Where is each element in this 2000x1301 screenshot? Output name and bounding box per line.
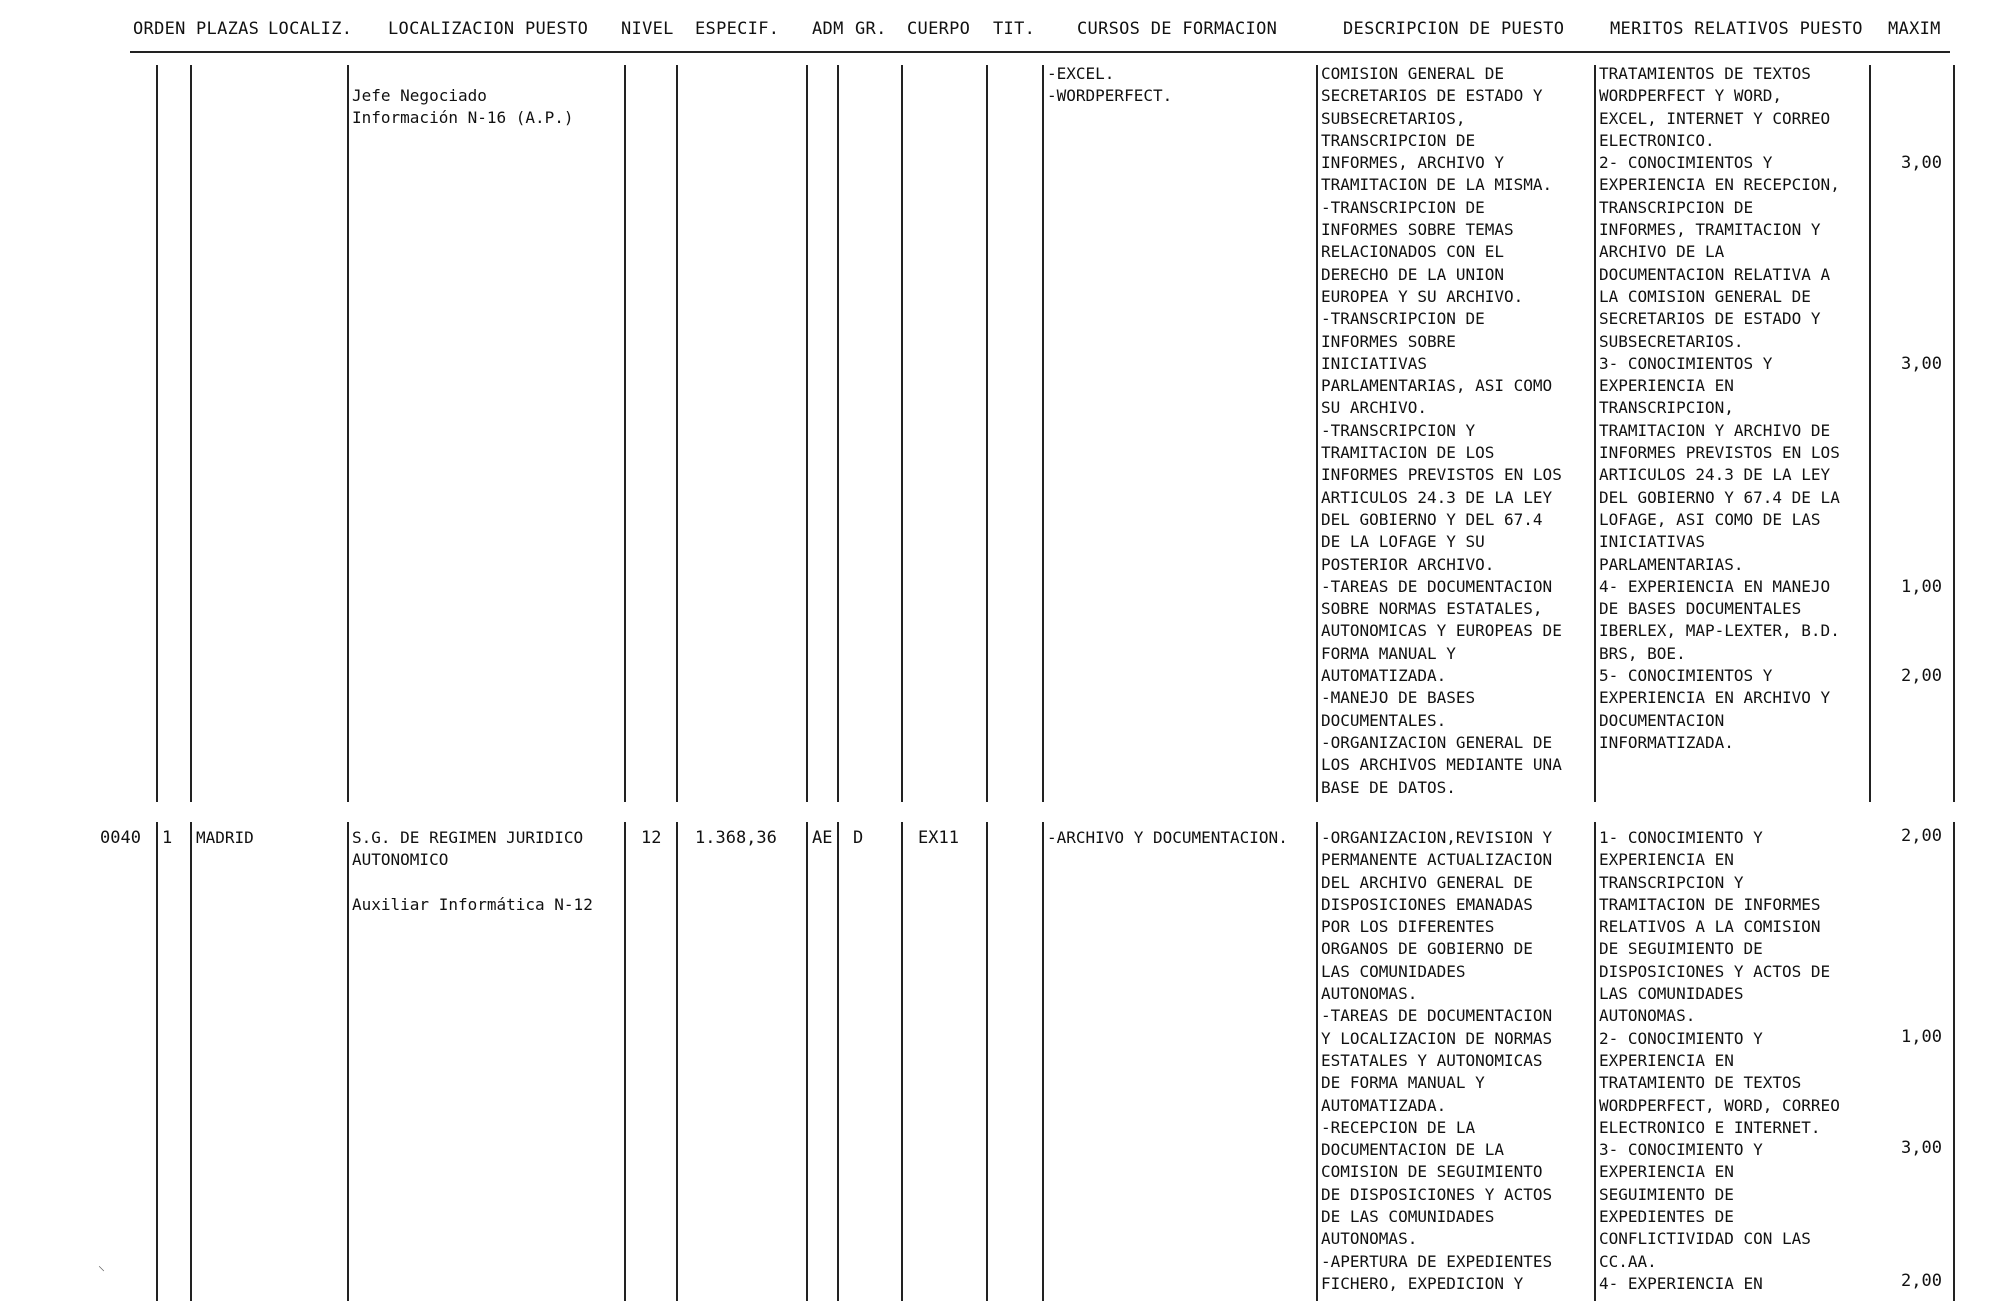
row2-plazas: 1 (162, 828, 173, 848)
column-divider (1594, 65, 1596, 802)
header-localiz: LOCALIZ. (268, 19, 353, 39)
row2-meritos: 1- CONOCIMIENTO Y EXPERIENCIA EN TRANSCRIPCION Y TRAMITACION DE INFORMES RELATIVOS A LA COMISION DE SEGUIMIENTO DE DISPOSICIONES Y ACTOS DE LAS COMUNIDADES AUTONOMAS. 2- CONOCIMIENTO Y EXPERIENCIA EN TRATAMIENTO DE TEXTOS WORDPERFECT, WORD, CORREO ELECTRONICO E INTERNET. 3- CONOCIMIENTO Y EXPERIENCIA EN SEGUIMIENTO DE EXPEDIENTES DE CONFLICTIVIDAD CON LAS CC.AA. 4- EXPERIENCIA EN (1599, 828, 1840, 1293)
header-cuerpo: CUERPO (907, 19, 971, 39)
column-divider (1042, 822, 1044, 1301)
header-meritos: MERITOS RELATIVOS PUESTO (1610, 19, 1863, 39)
column-divider (156, 822, 158, 1301)
row1-score-1: 3,00 (1901, 153, 1942, 173)
column-divider (806, 65, 808, 802)
column-divider (986, 65, 988, 802)
row2-puesto: S.G. DE REGIMEN JURIDICO AUTONOMICO Auxiliar Informática N-12 (352, 828, 593, 914)
row2-localiz: MADRID (196, 828, 254, 847)
column-divider (1316, 65, 1318, 802)
row2-cuerpo: EX11 (918, 828, 959, 848)
header-tit: TIT. (993, 19, 1036, 39)
scan-smudge: ⸌ (98, 1264, 105, 1280)
column-divider (624, 822, 626, 1301)
column-divider (1869, 65, 1871, 802)
column-divider (1316, 822, 1318, 1301)
header-especif: ESPECIF. (695, 19, 780, 39)
row1-descripcion: COMISION GENERAL DE SECRETARIOS DE ESTADO Y SUBSECRETARIOS, TRANSCRIPCION DE INFORMES, ARCHIVO Y TRAMITACION DE LA MISMA. -TRANSCRIPCION DE INFORMES SOBRE TEMAS RELACIONADOS CON EL DERECHO DE LA UNION EUROPEA Y SU ARCHIVO. -TRANSCRIPCION DE INFORMES SOBRE INICIATIVAS PARLAMENTARIAS, ASI COMO SU ARCHIVO. -TRANSCRIPCION Y TRAMITACION DE LOS INFORMES PREVISTOS EN LOS ARTICULOS 24.3 DE LA LEY DEL GOBIERNO Y DEL 67.4 DE LA LOFAGE Y SU POSTERIOR ARCHIVO. -TAREAS DE DOCUMENTACION SOBRE NORMAS ESTATALES, AUTONOMICAS Y EUROPEAS DE FORMA MANUAL Y AUTOMATIZADA. -MANEJO DE BASES DOCUMENTALES. -ORGANIZACION GENERAL DE LOS ARCHIVOS MEDIANTE UNA BASE DE DATOS. (1321, 64, 1562, 797)
row1-score-4: 2,00 (1901, 666, 1942, 686)
row1-score-3: 1,00 (1901, 577, 1942, 597)
column-divider (347, 65, 349, 802)
column-divider (986, 822, 988, 1301)
row1-score-2: 3,00 (1901, 354, 1942, 374)
column-divider (837, 822, 839, 1301)
header-nivel: NIVEL (621, 19, 674, 39)
column-divider (676, 822, 678, 1301)
header-localizacion-puesto: LOCALIZACION PUESTO (388, 19, 589, 39)
row1-puesto: Jefe Negociado Información N-16 (A.P.) (352, 86, 574, 128)
column-divider (1953, 822, 1955, 1301)
column-divider (156, 65, 158, 802)
row2-cursos: -ARCHIVO Y DOCUMENTACION. (1047, 828, 1288, 847)
header-cursos: CURSOS DE FORMACION (1077, 19, 1278, 39)
row1-meritos: TRATAMIENTOS DE TEXTOS WORDPERFECT Y WORD, EXCEL, INTERNET Y CORREO ELECTRONICO. 2- CONOCIMIENTOS Y EXPERIENCIA EN RECEPCION, TRANSCRIPCION DE INFORMES, TRAMITACION Y ARCHIVO DE LA DOCUMENTACION RELATIVA A LA COMISION GENERAL DE SECRETARIOS DE ESTADO Y SUBSECRETARIOS. 3- CONOCIMIENTOS Y EXPERIENCIA EN TRANSCRIPCION, TRAMITACION Y ARCHIVO DE INFORMES PREVISTOS EN LOS ARTICULOS 24.3 DE LA LEY DEL GOBIERNO Y 67.4 DE LA LOFAGE, ASI COMO DE LAS INICIATIVAS PARLAMENTARIAS. 4- EXPERIENCIA EN MANEJO DE BASES DOCUMENTALES IBERLEX, MAP-LEXTER, B.D. BRS, BOE. 5- CONOCIMIENTOS Y EXPERIENCIA EN ARCHIVO Y DOCUMENTACION INFORMATIZADA. (1599, 64, 1840, 752)
column-divider (1594, 822, 1596, 1301)
column-divider (901, 65, 903, 802)
column-divider (190, 65, 192, 802)
column-divider (901, 822, 903, 1301)
row2-orden: 0040 (100, 828, 141, 848)
column-divider (676, 65, 678, 802)
row2-score-1: 2,00 (1901, 826, 1942, 846)
row2-adm: AE (812, 828, 833, 848)
column-divider (1953, 65, 1955, 802)
row2-descripcion: -ORGANIZACION,REVISION Y PERMANENTE ACTUALIZACION DEL ARCHIVO GENERAL DE DISPOSICIONES EMANADAS POR LOS DIFERENTES ORGANOS DE GOBIERNO DE LAS COMUNIDADES AUTONOMAS. -TAREAS DE DOCUMENTACION Y LOCALIZACION DE NORMAS ESTATALES Y AUTONOMICAS DE FORMA MANUAL Y AUTOMATIZADA. -RECEPCION DE LA DOCUMENTACION DE LA COMISION DE SEGUIMIENTO DE DISPOSICIONES Y ACTOS DE LAS COMUNIDADES AUTONOMAS. -APERTURA DE EXPEDIENTES FICHERO, EXPEDICION Y (1321, 828, 1553, 1293)
header-orden: ORDEN (133, 19, 186, 39)
row2-especif: 1.368,36 (695, 828, 777, 848)
row2-gr: D (853, 828, 864, 848)
column-divider (347, 822, 349, 1301)
header-maxim: MAXIM (1888, 19, 1941, 39)
row1-cursos: -EXCEL. -WORDPERFECT. (1047, 64, 1173, 106)
row2-score-3: 3,00 (1901, 1138, 1942, 1158)
column-divider (806, 822, 808, 1301)
header-plazas: PLAZAS (196, 19, 260, 39)
header-descripcion: DESCRIPCION DE PUESTO (1343, 19, 1565, 39)
column-divider (190, 822, 192, 1301)
column-divider (1042, 65, 1044, 802)
row2-nivel: 12 (641, 828, 662, 848)
column-divider (624, 65, 626, 802)
header-gr: GR. (855, 19, 887, 39)
row2-score-4: 2,00 (1901, 1271, 1942, 1291)
header-adm: ADM (812, 19, 844, 39)
header-rule (130, 51, 1950, 53)
column-divider (837, 65, 839, 802)
row2-score-2: 1,00 (1901, 1027, 1942, 1047)
